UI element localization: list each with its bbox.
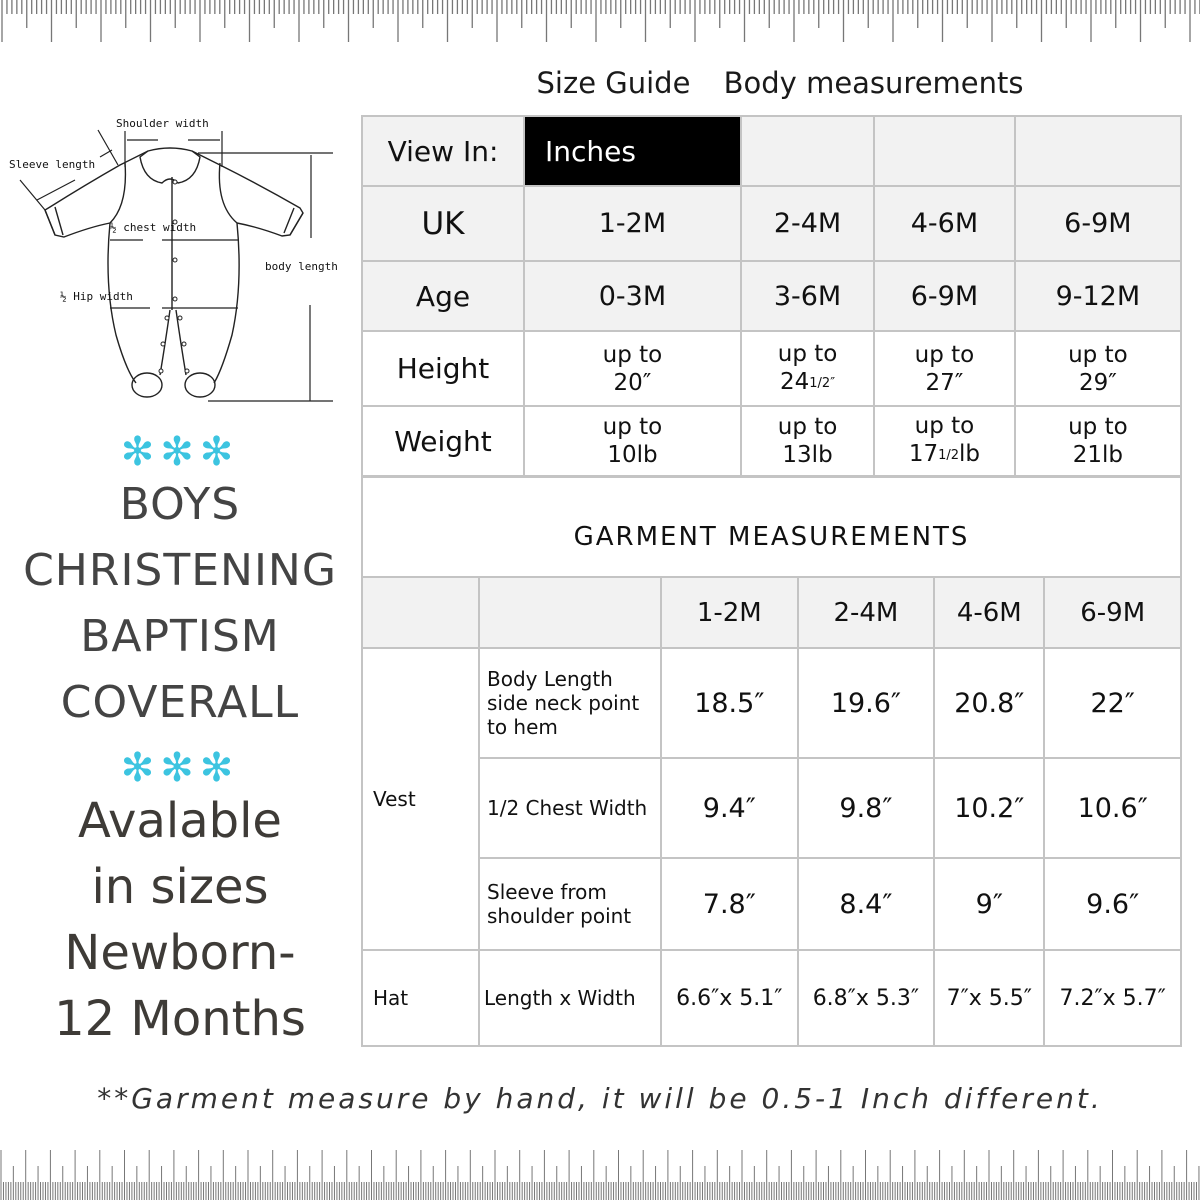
page-title [360, 66, 1200, 100]
cell: up to 10lb [524, 406, 741, 476]
cell: 0-3M [524, 261, 741, 331]
coverall-measurement-diagram [0, 105, 360, 405]
availability-line: Avalable [78, 793, 282, 849]
size-header: 2-4M [798, 577, 935, 648]
garment-header-row [362, 577, 1181, 648]
availability-line: Newborn- [64, 925, 296, 981]
table-row [362, 648, 1181, 758]
promo-availability-block [0, 745, 360, 1052]
measurement-desc: Length x Width [479, 950, 661, 1046]
label-half-hip-width: ½ Hip width [60, 290, 133, 303]
size-header: 1-2M [661, 577, 798, 648]
garment-measurements-table [361, 476, 1182, 1047]
cell: up to 27″ [874, 331, 1015, 406]
promo-title-block [0, 429, 360, 736]
measurement-desc: Body Length side neck point to hem [479, 648, 661, 758]
availability-line: in sizes [91, 859, 269, 915]
cell: 4-6M [874, 186, 1015, 261]
cell: 9.6″ [1044, 858, 1181, 950]
cell: 9.8″ [798, 758, 935, 858]
row-label: Weight [362, 406, 524, 476]
body-measurements-table [361, 115, 1182, 477]
promo-title-line: BOYS [119, 479, 241, 530]
row-label: Height [362, 331, 524, 406]
table-row-uk [362, 186, 1181, 261]
cell: 7.2″x 5.7″ [1044, 950, 1181, 1046]
cell: up to 171/2lb [874, 406, 1015, 476]
promo-title-line: BAPTISM [80, 611, 280, 662]
table-row [362, 858, 1181, 950]
cell: 10.2″ [934, 758, 1044, 858]
cell: up to 21lb [1015, 406, 1181, 476]
table-row [362, 758, 1181, 858]
footnote: **Garment measure by hand, it will be 0.5-1 Inch different. [97, 1082, 1103, 1115]
cell: 1-2M [524, 186, 741, 261]
cell: 9″ [934, 858, 1044, 950]
promo-title-line: COVERALL [60, 677, 300, 728]
cell: 8.4″ [798, 858, 935, 950]
cell: 10.6″ [1044, 758, 1181, 858]
cell: up to 29″ [1015, 331, 1181, 406]
row-label: Age [362, 261, 524, 331]
cell: 6.8″x 5.3″ [798, 950, 935, 1046]
cell: 6-9M [874, 261, 1015, 331]
cell: 6-9M [1015, 186, 1181, 261]
body-measurements-title: Body measurements [723, 66, 1024, 100]
cell: 20.8″ [934, 648, 1044, 758]
cell: 7.8″ [661, 858, 798, 950]
measurement-desc: 1/2 Chest Width [479, 758, 661, 858]
size-guide-title: Size Guide [536, 66, 691, 100]
ruler-bottom-decoration [0, 1150, 1200, 1200]
category-vest: Vest [362, 648, 479, 950]
cell: up to 20″ [524, 331, 741, 406]
measurement-desc: Sleeve from shoulder point [479, 858, 661, 950]
cell: 9-12M [1015, 261, 1181, 331]
asterisk-icon: ✻✻✻ [120, 429, 240, 475]
view-in-label: View In: [362, 116, 524, 186]
cell: 18.5″ [661, 648, 798, 758]
cell: 9.4″ [661, 758, 798, 858]
cell: 3-6M [741, 261, 874, 331]
cell: 6.6″x 5.1″ [661, 950, 798, 1046]
label-body-length: body length [265, 260, 338, 273]
cell: 19.6″ [798, 648, 935, 758]
label-shoulder-width: Shoulder width [116, 117, 209, 130]
cell: 22″ [1044, 648, 1181, 758]
asterisk-icon: ✻✻✻ [120, 745, 240, 791]
cell: 2-4M [741, 186, 874, 261]
cell: up to 13lb [741, 406, 874, 476]
size-header: 6-9M [1044, 577, 1181, 648]
table-row-height [362, 331, 1181, 406]
label-sleeve-length: Sleeve length [9, 158, 96, 171]
promo-title-line: CHRISTENING [23, 545, 337, 596]
ruler-top-decoration [0, 0, 1200, 46]
table-row-weight [362, 406, 1181, 476]
label-half-chest-width: ½ chest width [110, 221, 197, 234]
unit-toggle-inches[interactable]: Inches [524, 116, 741, 186]
availability-line: 12 Months [54, 991, 306, 1047]
table-row-age [362, 261, 1181, 331]
table-row [362, 950, 1181, 1046]
garment-table-title: GARMENT MEASUREMENTS [362, 477, 1181, 577]
size-header: 4-6M [934, 577, 1044, 648]
category-hat: Hat [362, 950, 479, 1046]
cell: 7″x 5.5″ [934, 950, 1044, 1046]
row-label: UK [362, 186, 524, 261]
cell: up to 241/2″ [741, 331, 874, 406]
